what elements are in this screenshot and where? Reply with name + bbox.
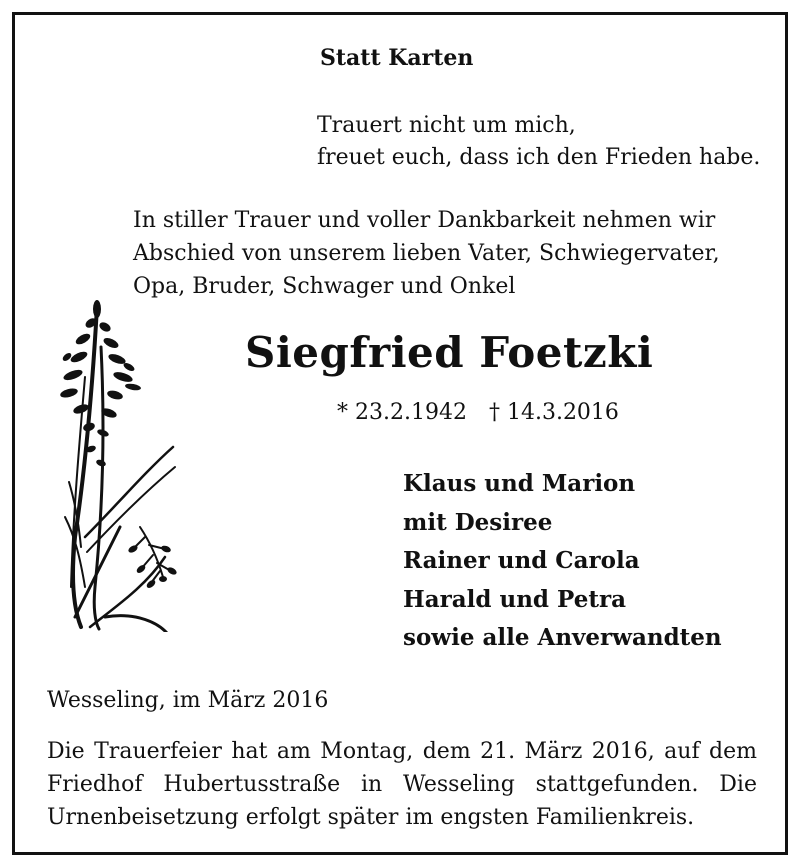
heading: Statt Karten: [320, 45, 474, 71]
deceased-name: Siegfried Foetzki: [245, 328, 654, 377]
service-info: [47, 735, 757, 834]
grass-plant-illustration: [45, 287, 195, 632]
obituary-notice: [12, 12, 788, 855]
family-list: [403, 465, 722, 658]
service-line: Urnenbeisetzung erfolgt später im engsten Familienkreis.: [47, 805, 695, 830]
service-line: Friedhof Hubertusstraße in Wesseling stattgefunden. Die: [47, 772, 757, 797]
service-line: Die Trauerfeier hat am Montag, dem 21. März 2016, auf dem: [47, 739, 757, 764]
birth-date: * 23.2.1942: [337, 400, 467, 425]
family-line: Klaus und Marion: [403, 470, 636, 497]
quote: [317, 110, 760, 174]
family-line: sowie alle Anverwandten: [403, 624, 722, 651]
intro-line: In stiller Trauer und voller Dankbarkeit nehmen wir: [133, 208, 716, 233]
family-line: mit Desiree: [403, 508, 553, 536]
place-date: Wesseling, im März 2016: [47, 688, 329, 713]
family-line: Rainer und Carola: [403, 547, 640, 574]
intro-text: [133, 204, 720, 303]
intro-line: Opa, Bruder, Schwager und Onkel: [133, 274, 516, 299]
life-dates: [337, 400, 619, 425]
intro-line: Abschied von unserem lieben Vater, Schwiegervater,: [133, 241, 720, 266]
quote-line: freuet euch, dass ich den Frieden habe.: [317, 145, 761, 170]
quote-line: Trauert nicht um mich,: [317, 113, 576, 138]
death-date: † 14.3.2016: [488, 400, 619, 425]
family-line: Harald und Petra: [403, 585, 626, 613]
